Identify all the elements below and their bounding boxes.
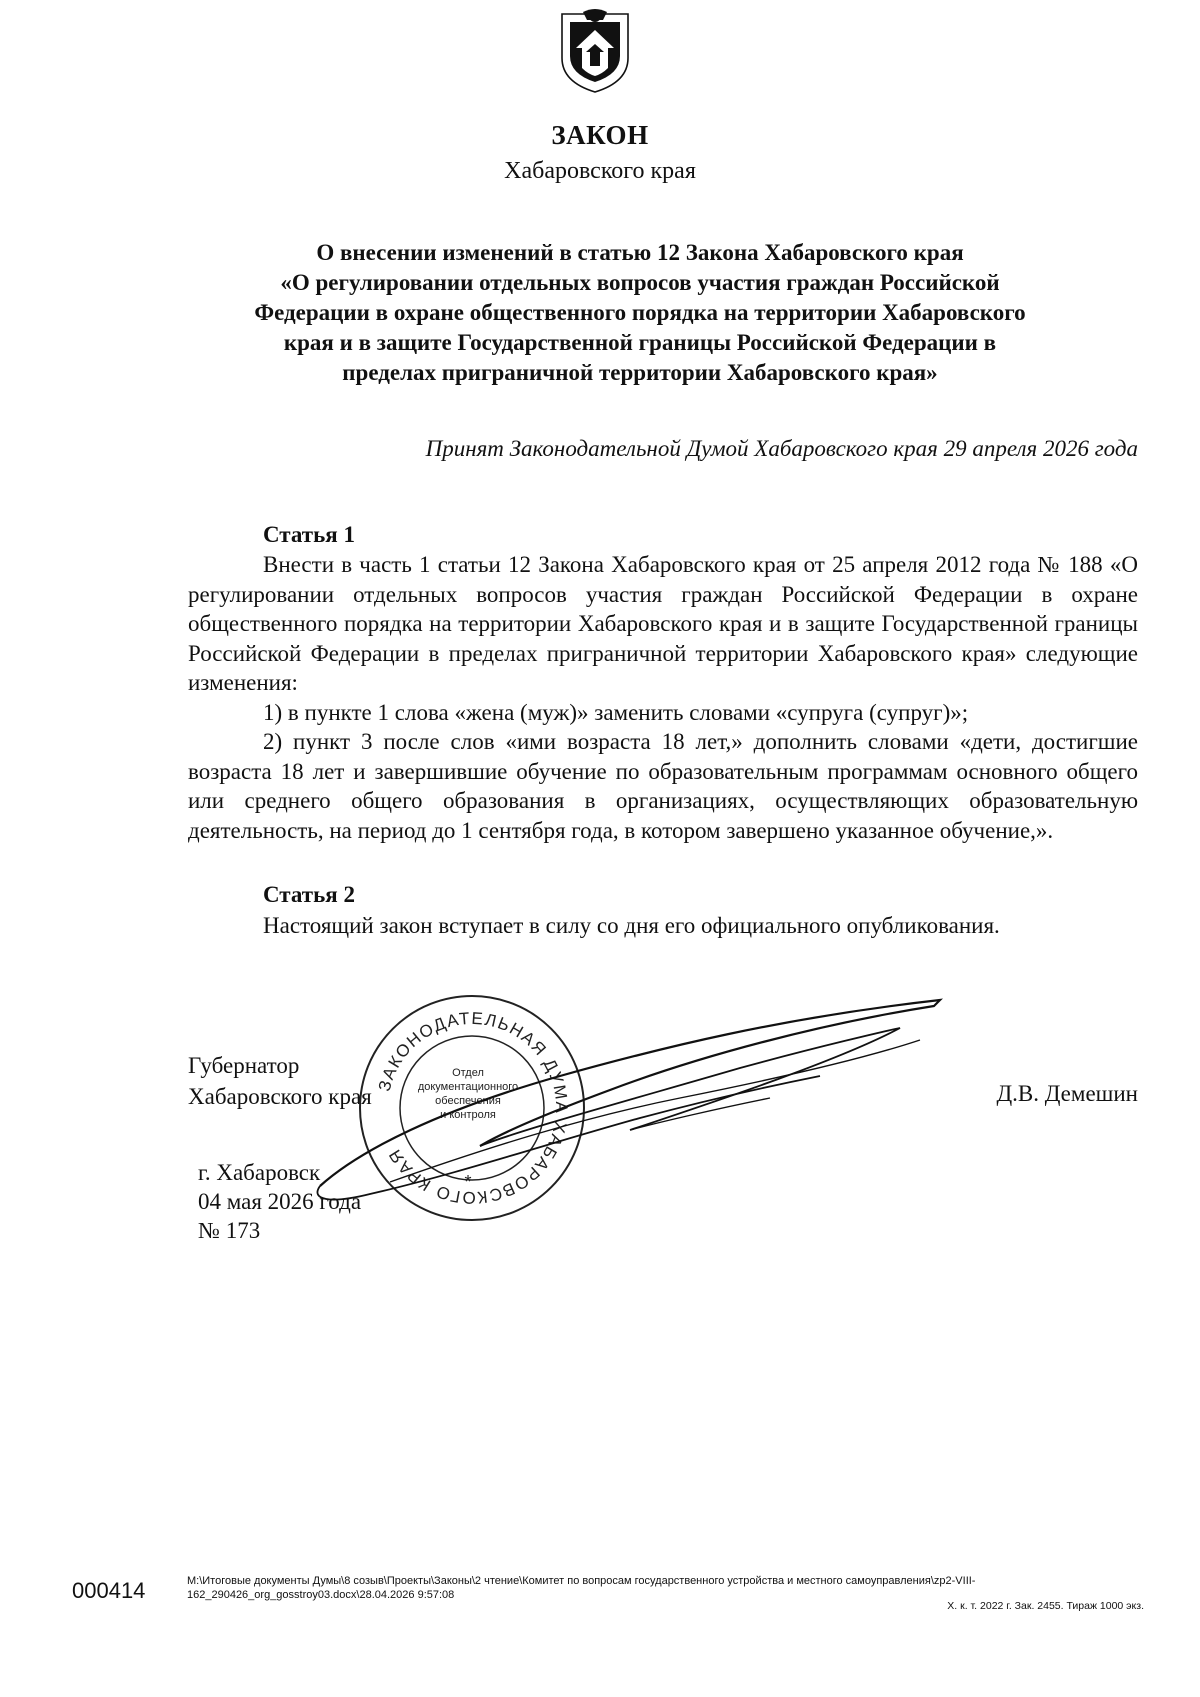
svg-text:Отдел: Отдел [452,1067,484,1079]
article-1-item-2: 2) пункт 3 после слов «ими возраста 18 лет,» дополнить словами «дети, достигшие возраста 18 лет и завершившие обучение по образовательным программам основного общего или среднего общего образования в организациях, осуществляющих образовательную деятельность, на период до 1 сентября года, в котором завершено указанное обучение,». [188,729,1138,843]
article-1-item-1: 1) в пункте 1 слова «жена (муж)» заменить словами «супруга (супруг)»; [263,699,969,725]
article-1-paragraph: Внести в часть 1 статьи 12 Закона Хабаровского края от 25 апреля 2012 года № 188 «О регулировании отдельных вопросов участия граждан Российской Федерации в охране общественного порядка на территории Хабаровского края и в защите Государственной границы Российской Федерации в пределах приграничной территории Хабаровского края» следующие изменения: [188,552,1138,695]
file-path-footer [187,1574,1147,1602]
heading-line: края и в защите Государственной границы Российской Федерации в [283,330,997,355]
heading-line: Федерации в охране общественного порядка на территории Хабаровского [254,300,1026,325]
law-title: ЗАКОН [551,120,649,150]
article-1-body [188,550,1138,845]
article-2-body [188,911,1138,941]
heading-line: «О регулировании отдельных вопросов участия граждан Российской [280,270,1000,295]
position-line: Хабаровского края [188,1084,372,1109]
position-line: Губернатор [188,1053,300,1078]
file-path-line: M:\Итоговые документы Думы\8 созыв\Проекты\Законы\2 чтение\Комитет по вопросам государственного устройства и местного самоуправления\zp2-VIII- [187,1575,976,1587]
svg-text:*: * [464,1172,472,1192]
article-2-paragraph: Настоящий закон вступает в силу со дня его официального опубликования. [263,913,1000,938]
svg-text:ЗАКОНОДАТЕЛЬНАЯ ДУМА ХАБАРОВСК: ЗАКОНОДАТЕЛЬНАЯ ДУМА ХАБАРОВСКОГО КРАЯ [374,1008,572,1208]
law-subtitle: Хабаровского края [504,158,696,184]
signatory-name: Д.В. Демешин [996,1081,1138,1106]
law-date: 04 мая 2026 года [198,1189,362,1214]
svg-text:документационного: документационного [417,1081,519,1093]
heading-line: пределах приграничной территории Хабаровского края» [342,360,938,385]
document-serial-number: 000414 [72,1578,146,1603]
article-1-title: Статья 1 [263,522,355,547]
article-2-title: Статья 2 [263,882,355,907]
law-number: № 173 [198,1218,261,1243]
law-heading [190,238,1090,388]
heading-line: О внесении изменений в статью 12 Закона Хабаровского края [316,240,964,265]
print-info: Х. к. т. 2022 г. Зак. 2455. Тираж 1000 экз. [947,1600,1144,1612]
file-path-line: 162_290426_org_gosstroy03.docx\28.04.2026 9:57:08 [187,1589,455,1601]
adoption-note: Принят Законодательной Думой Хабаровского края 29 апреля 2026 года [425,436,1138,461]
svg-text:и контроля: и контроля [440,1109,496,1121]
place-city: г. Хабаровск [198,1160,321,1185]
coat-of-arms-icon [556,8,634,94]
svg-text:обеспечения: обеспечения [435,1095,501,1107]
handwritten-signature [300,990,1040,1230]
